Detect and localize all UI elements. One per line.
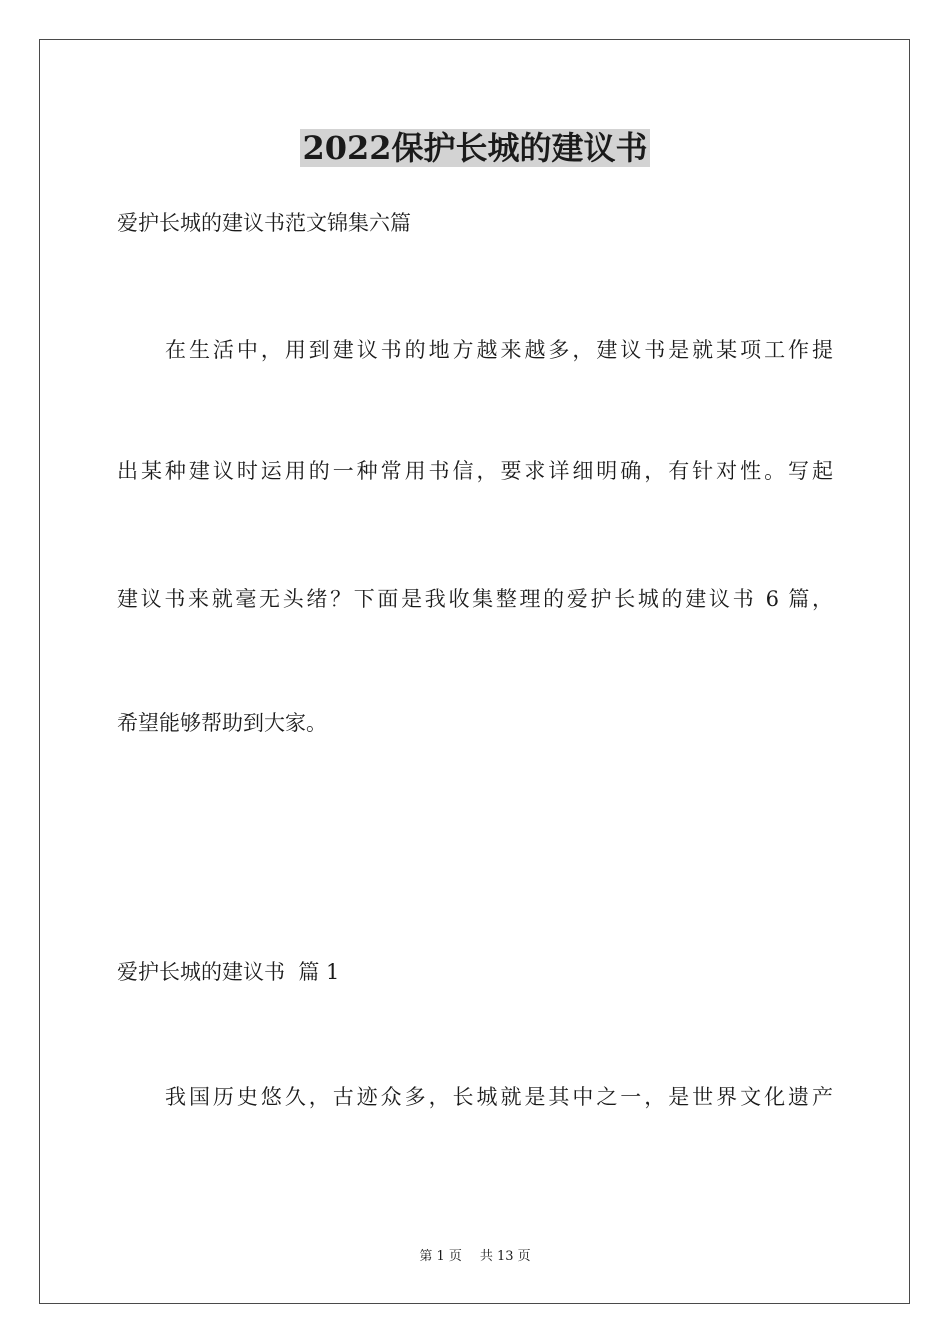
- document-title-text: 2022保护长城的建议书: [302, 129, 648, 167]
- paragraph-line: 希望能够帮助到大家。: [117, 711, 327, 735]
- paragraph-line: 建议书来就毫无头绪？下面是我收集整理的爱护长城的建议书 6 篇，: [117, 587, 833, 611]
- paragraph-line: 在生活中，用到建议书的地方越来越多，建议书是就某项工作提: [165, 338, 833, 362]
- document-title: [0, 128, 950, 168]
- section-heading: 爱护长城的建议书 篇 1: [117, 960, 340, 984]
- page-footer: [0, 1248, 950, 1266]
- page-total: 共 13 页: [479, 1249, 531, 1264]
- paragraph-line: 我国历史悠久，古迹众多，长城就是其中之一，是世界文化遗产: [165, 1085, 833, 1109]
- paragraph-line: 出某种建议时运用的一种常用书信，要求详细明确，有针对性。写起: [117, 459, 833, 483]
- page-number: 第 1 页: [419, 1249, 462, 1264]
- document-subtitle: 爱护长城的建议书范文锦集六篇: [117, 211, 411, 235]
